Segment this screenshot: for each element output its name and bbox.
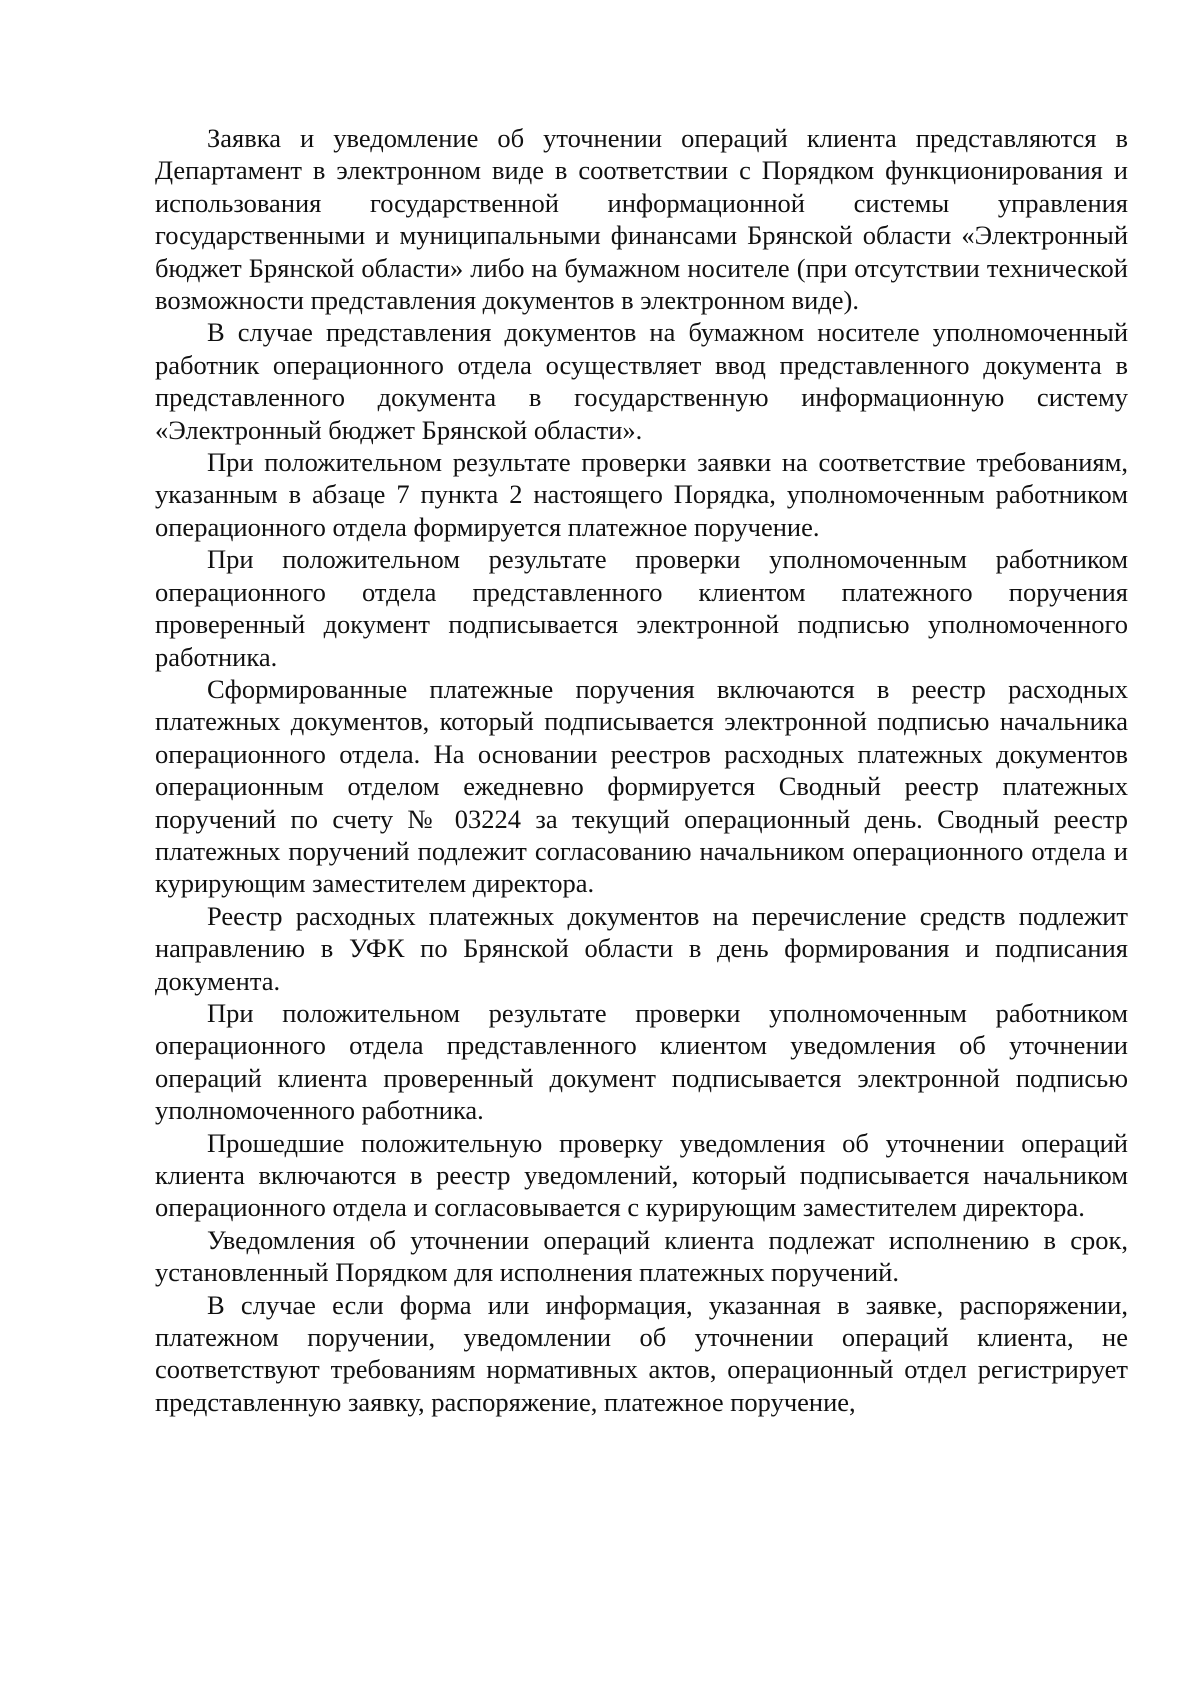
paragraph-payment-order-formation: При положительном результате проверки заявки на соответствие требованиям, указанным в абзаце 7 пункта 2 настоящего Порядка, уполномоченным работником операционного отдела формируется платежное поручение.: [155, 447, 1128, 542]
paragraph-notification-execution: Уведомления об уточнении операций клиента подлежат исполнению в срок, установленный Порядком для исполнения платежных поручений.: [155, 1224, 1128, 1288]
document-body: [155, 122, 1128, 1418]
paragraph-payment-order-signing: При положительном результате проверки уполномоченным работником операционного отдела представленного клиентом платежного поручения проверенный документ подписывается электронной подписью уполномоченного работника.: [155, 544, 1128, 672]
paragraph-notification-registry: Прошедшие положительную проверку уведомления об уточнении операций клиента включаются в реестр уведомлений, который подписывается начальником операционного отдела и согласовывается с курирующим заместителем директора.: [155, 1127, 1128, 1223]
paragraph-registry-formation: Сформированные платежные поручения включаются в реестр расходных платежных документов, который подписывается электронной подписью начальника операционного отдела. На основании реестров расходных платежных документов операционным отделом ежедневно формируется Сводный реестр платежных поручений по счету № 03224 за текущий операционный день. Сводный реестр платежных поручений подлежит согласованию начальником операционного отдела и курирующим заместителем директора.: [155, 673, 1128, 899]
paragraph-submission-method: Заявка и уведомление об уточнении операций клиента представляются в Департамент в электронном виде в соответствии с Порядком функционирования и использования государственной информационной системы управления государственными и муниципальными финансами Брянской области «Электронный бюджет Брянской области» либо на бумажном носителе (при отсутствии технической возможности представления документов в электронном виде).: [155, 123, 1128, 316]
paragraph-registry-submission: Реестр расходных платежных документов на перечисление средств подлежит направлению в УФК по Брянской области в день формирования и подписания документа.: [155, 900, 1128, 996]
paragraph-notification-signing: При положительном результате проверки уполномоченным работником операционного отдела представленного клиентом уведомления об уточнении операций клиента проверенный документ подписывается электронной подписью уполномоченного работника.: [155, 997, 1128, 1126]
paragraph-nonconformity: В случае если форма или информация, указанная в заявке, распоряжении, платежном поручении, уведомлении об уточнении операций клиента, не соответствуют требованиям нормативных актов, операционный отдел регистрирует представленную заявку, распоряжение, платежное поручение,: [155, 1289, 1128, 1417]
paragraph-paper-input: В случае представления документов на бумажном носителе уполномоченный работник операционного отдела осуществляет ввод представленного документа в представленного документа в государственную информационную систему «Электронный бюджет Брянской области».: [155, 317, 1128, 445]
